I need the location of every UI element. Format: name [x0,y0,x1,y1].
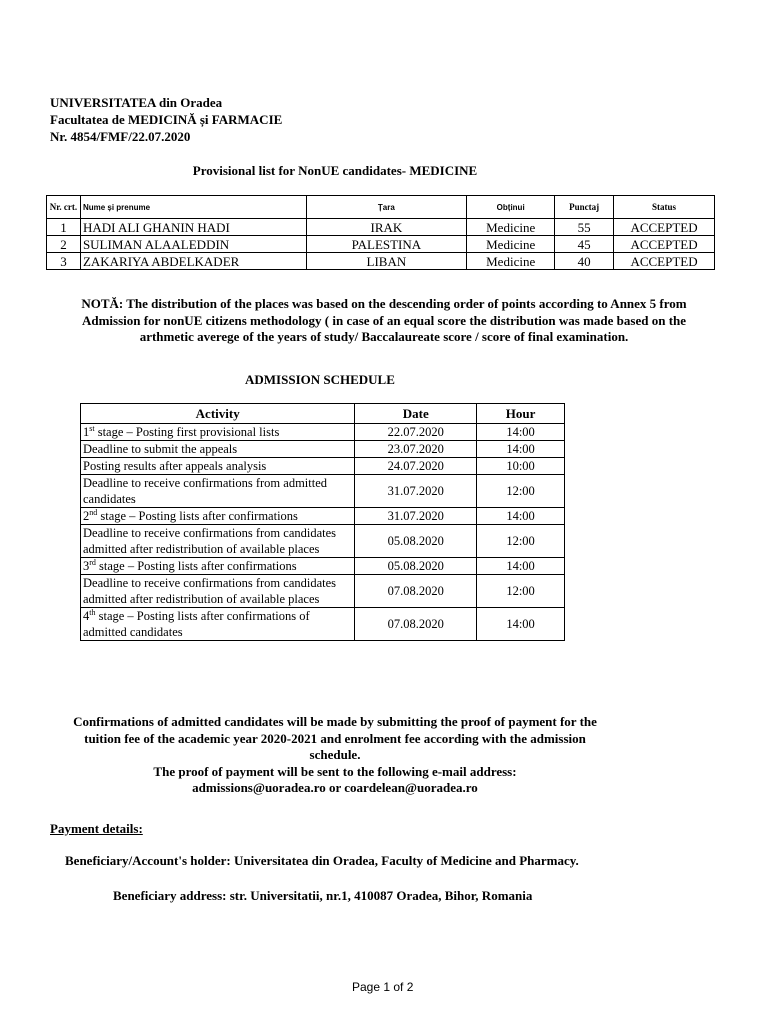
cell-points: 45 [555,236,614,253]
cell-activity [81,525,355,558]
confirm-line: The proof of payment will be sent to the following e-mail address: [153,763,517,779]
distribution-note [40,296,728,346]
contact-emails: admissions@uoradea.ro or coardelean@uoradea.ro [192,780,478,795]
activity-text: stage – Posting lists after confirmations [95,559,297,573]
col-header-program: Obținui [467,196,555,219]
cell-country: PALESTINA [306,236,467,253]
table-row [81,475,565,508]
stage-number: 2 [83,509,90,523]
col-header-date: Date [355,404,477,424]
document-reference: Nr. 4854/FMF/22.07.2020 [50,129,191,144]
cell-hour: 12:00 [477,575,565,608]
note-line: arthmetic averege of the years of study/ Baccalaureate score / score of final examination. [139,329,629,344]
stage-number: 3 [83,559,90,573]
cell-status: ACCEPTED [614,236,715,253]
cell-country: LIBAN [306,253,467,270]
col-header-name: Nume și prenume [80,196,306,219]
activity-text: stage – Posting lists after confirmations [97,509,298,523]
cell-date: 23.07.2020 [355,441,477,458]
table-row [81,458,565,475]
cell-activity [81,608,355,641]
cell-activity [81,441,355,458]
col-header-activity: Activity [81,404,355,424]
table-row [81,508,565,525]
table-row [81,575,565,608]
confirm-line: schedule. [309,747,361,762]
note-line: NOTĂ: The distribution of the places was based on the descending order of points according to Annex 5 from [81,296,687,311]
cell-hour: 12:00 [477,525,565,558]
col-header-nr: Nr. crt. [47,196,81,219]
col-header-points: Punctaj [555,196,614,219]
cell-activity [81,475,355,508]
table-row [81,441,565,458]
faculty-name: Facultatea de MEDICINĂ și FARMACIE [50,112,283,127]
cell-program: Medicine [467,219,555,236]
confirmations-paragraph [30,714,640,797]
cell-date: 22.07.2020 [355,424,477,441]
cell-hour: 14:00 [477,508,565,525]
ordinal-suffix: th [89,607,96,617]
cell-date: 05.08.2020 [355,525,477,558]
cell-hour: 14:00 [477,608,565,641]
cell-hour: 14:00 [477,558,565,575]
cell-date: 24.07.2020 [355,458,477,475]
candidates-header-row [47,196,715,219]
col-header-hour: Hour [477,404,565,424]
activity-text: Posting results after appeals analysis [83,459,267,473]
cell-activity [81,558,355,575]
cell-name: SULIMAN ALAALEDDIN [80,236,306,253]
ordinal-suffix: st [89,423,95,433]
confirm-line: tuition fee of the academic year 2020-2021 and enrolment fee according with the admission [84,730,586,746]
payment-heading: Payment details: [50,821,143,836]
beneficiary-holder: Beneficiary/Account's holder: Universitatea din Oradea, Faculty of Medicine and Pharmacy. [65,853,579,868]
cell-status: ACCEPTED [614,219,715,236]
cell-date: 05.08.2020 [355,558,477,575]
cell-name: ZAKARIYA ABDELKADER [80,253,306,270]
cell-status: ACCEPTED [614,253,715,270]
cell-hour: 14:00 [477,424,565,441]
cell-activity [81,424,355,441]
ordinal-suffix: nd [89,507,98,517]
table-row [47,253,715,270]
stage-number: 4 [83,609,90,623]
cell-nr: 2 [47,236,81,253]
cell-points: 40 [555,253,614,270]
cell-program: Medicine [467,236,555,253]
cell-date: 07.08.2020 [355,608,477,641]
cell-activity [81,575,355,608]
schedule-header-row [81,404,565,424]
cell-hour: 12:00 [477,475,565,508]
confirm-line: Confirmations of admitted candidates will be made by submitting the proof of payment for the [73,714,597,729]
activity-text: Deadline to receive confirmations from admitted candidates [83,476,328,506]
cell-activity [81,458,355,475]
cell-points: 55 [555,219,614,236]
schedule-title: ADMISSION SCHEDULE [245,372,395,387]
table-row [81,525,565,558]
activity-text: Deadline to receive confirmations from candidates admitted after redistribution of available places [83,576,337,606]
cell-hour: 14:00 [477,441,565,458]
admission-schedule-table [80,403,565,641]
table-row [47,236,715,253]
note-line: Admission for nonUE citizens methodology ( in case of an equal score the distribution was made based on the [81,312,687,328]
cell-nr: 1 [47,219,81,236]
activity-text: stage – Posting lists after confirmations of admitted candidates [83,609,310,639]
cell-name: HADI ALI GHANIN HADI [80,219,306,236]
cell-hour: 10:00 [477,458,565,475]
cell-date: 07.08.2020 [355,575,477,608]
ordinal-suffix: rd [89,557,96,567]
stage-number: 1 [83,425,90,439]
table-row [81,608,565,641]
cell-activity [81,508,355,525]
cell-program: Medicine [467,253,555,270]
page-number: Page 1 of 2 [352,980,414,994]
table-row [81,558,565,575]
col-header-country: Țara [306,196,467,219]
cell-date: 31.07.2020 [355,475,477,508]
cell-date: 31.07.2020 [355,508,477,525]
cell-country: IRAK [306,219,467,236]
cell-nr: 3 [47,253,81,270]
table-row [81,424,565,441]
candidates-table [46,195,715,270]
activity-text: Deadline to submit the appeals [83,442,238,456]
table-row [47,219,715,236]
activity-text: stage – Posting first provisional lists [94,425,280,439]
activity-text: Deadline to receive confirmations from candidates admitted after redistribution of available places [83,526,337,556]
university-name: UNIVERSITATEA din Oradea [50,95,223,110]
col-header-status: Status [614,196,715,219]
beneficiary-address: Beneficiary address: str. Universitatii, nr.1, 410087 Oradea, Bihor, Romania [113,888,533,903]
list-title: Provisional list for NonUE candidates- MEDICINE [192,163,478,178]
